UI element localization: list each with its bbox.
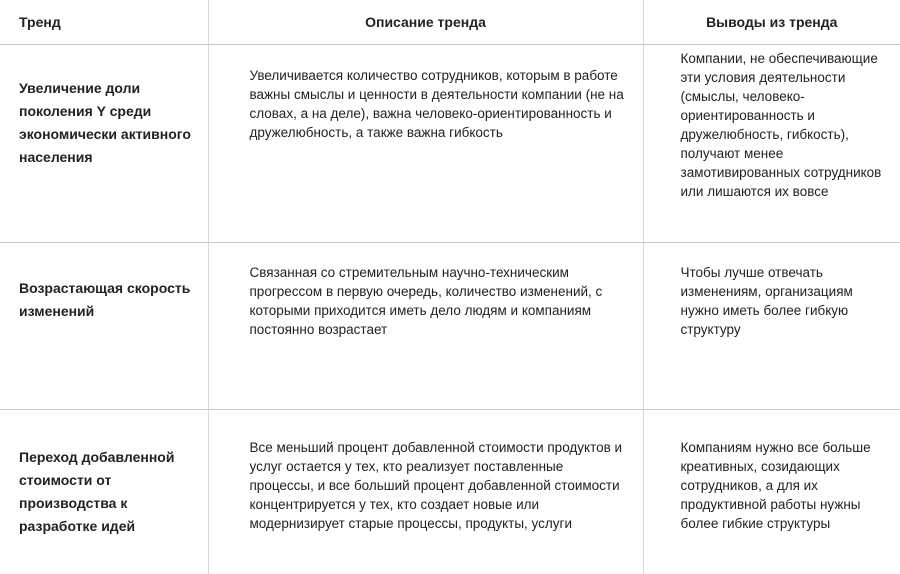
header-description: Описание тренда	[208, 0, 643, 45]
description-cell: Связанная со стремительным научно-техническим прогрессом в первую очередь, количество изменений, с которыми приходится иметь дело людям и компаниям постоянно возрастает	[208, 243, 643, 410]
description-cell: Все меньший процент добавленной стоимости продуктов и услуг остается у тех, кто реализует поставленные процессы, и все больший процент добавленной стоимости концентрируется у тех, кто создает новые или модернизирует старые процессы, продукты, услуги	[208, 410, 643, 574]
conclusions-cell: Чтобы лучше отвечать изменениям, организациям нужно иметь более гибкую структуру	[643, 243, 900, 410]
conclusions-cell: Компаниям нужно все больше креативных, созидающих сотрудников, а для их продуктивной работы нужны более гибкие структуры	[643, 410, 900, 574]
header-trend: Тренд	[0, 0, 208, 45]
trend-cell: Увеличение доли поколения Y среди экономически активного населения	[0, 45, 208, 243]
table-body	[0, 45, 900, 574]
header-row	[0, 0, 900, 45]
table-row	[0, 243, 900, 410]
header-conclusions: Выводы из тренда	[643, 0, 900, 45]
table-header	[0, 0, 900, 45]
conclusions-cell: Компании, не обеспечивающие эти условия деятельности (смыслы, человеко-ориентированность и дружелюбность, гибкость), получают менее замотивированных сотрудников или лишаются их вовсе	[643, 45, 900, 243]
trend-cell: Переход добавленной стоимости от производства к разработке идей	[0, 410, 208, 574]
table-row	[0, 410, 900, 574]
table-row	[0, 45, 900, 243]
trend-cell: Возрастающая скорость изменений	[0, 243, 208, 410]
description-cell: Увеличивается количество сотрудников, которым в работе важны смыслы и ценности в деятельности компании (не на словах, а на деле), важна человеко-ориентированность и дружелюбность, а также важна гибкость	[208, 45, 643, 243]
